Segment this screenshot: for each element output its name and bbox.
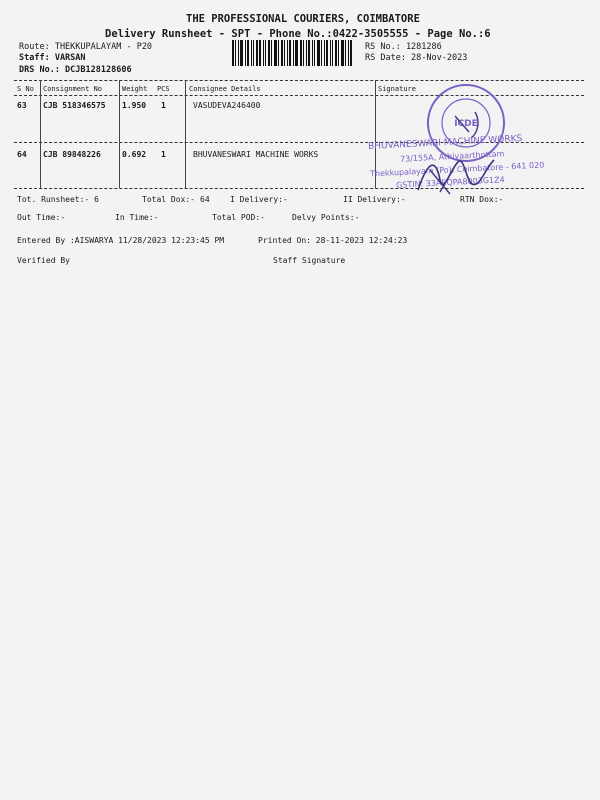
barcode-bar: [295, 40, 298, 66]
delvy-points: Delvy Points:-: [292, 213, 360, 222]
total-dox-label: Total Dox:-: [142, 195, 195, 204]
row-sno: 63: [17, 101, 27, 110]
col-divider: [40, 80, 41, 188]
rs-date: RS Date: 28-Nov-2023: [365, 53, 468, 63]
in-time: In Time:-: [115, 213, 159, 222]
stamp-gstin: GSTIN: 33AEQPA8003G1Z4: [395, 175, 505, 190]
ii-delivery: II Delivery:-: [343, 195, 406, 204]
barcode-bar: [232, 40, 234, 66]
header-weight: Weight: [122, 85, 148, 93]
barcode-bar: [321, 40, 322, 66]
row-pcs: 1: [161, 101, 166, 110]
seal-inner-text: ICDE: [454, 119, 478, 129]
barcode-bar: [263, 40, 264, 66]
printed-on: Printed On: 28-11-2023 12:24:23: [258, 236, 408, 245]
barcode-bar: [253, 40, 254, 66]
col-divider: [119, 80, 120, 188]
barcode-bar: [335, 40, 337, 66]
staff-field: Staff: VARSAN: [19, 53, 86, 63]
i-delivery: I Delivery:-: [230, 195, 288, 204]
barcode-bar: [259, 40, 262, 66]
row-consignment: CJB 89848226: [43, 150, 101, 159]
header-pcs: PCS: [157, 85, 170, 93]
stamp-address-1: 73/155A, Athiyaarthottam: [399, 149, 505, 164]
barcode-bar: [293, 40, 294, 66]
table-top-rule: [14, 80, 584, 81]
total-dox-value: 64: [200, 195, 210, 204]
row-consignee: BHUVANESWARI MACHINE WORKS: [193, 150, 319, 159]
runsheet-subtitle: Delivery Runsheet - SPT - Phone No.:0422-3505555 - Page No.:6: [105, 28, 491, 40]
barcode: [232, 40, 354, 66]
stamp-address-2: Thekkupalayam (Po), Coimbatore - 641 020: [369, 160, 545, 179]
handwritten-signature: [410, 150, 500, 200]
barcode-bar: [341, 40, 344, 66]
verified-by: Verified By: [17, 256, 70, 265]
barcode-bar: [324, 40, 326, 66]
out-time: Out Time:-: [17, 213, 66, 222]
barcode-bar: [251, 40, 252, 66]
barcode-bar: [245, 40, 246, 66]
route-field: Route: THEKKUPALAYAM - P20: [19, 42, 153, 52]
barcode-bar: [238, 40, 239, 66]
row-weight: 0.692: [122, 150, 147, 159]
barcode-bar: [284, 40, 285, 66]
barcode-bar: [271, 40, 272, 66]
barcode-bar: [274, 40, 277, 66]
barcode-bar: [265, 40, 266, 66]
barcode-bar: [345, 40, 346, 66]
row-sno: 64: [17, 150, 27, 159]
barcode-bar: [312, 40, 313, 66]
barcode-bar: [278, 40, 279, 66]
row-weight: 1.950: [122, 101, 147, 110]
row-pcs: 1: [161, 150, 166, 159]
barcode-bar: [247, 40, 249, 66]
barcode-bar: [350, 40, 352, 66]
barcode-bar: [235, 40, 236, 66]
header-consignee: Consignee Details: [189, 85, 261, 93]
barcode-bar: [240, 40, 243, 66]
header-signature: Signature: [378, 85, 416, 93]
barcode-bar: [268, 40, 270, 66]
barcode-bar: [308, 40, 310, 66]
barcode-bar: [306, 40, 307, 66]
barcode-bar: [287, 40, 288, 66]
barcode-bar: [314, 40, 315, 66]
barcode-bar: [256, 40, 258, 66]
staff-signature: Staff Signature: [273, 256, 346, 265]
barcode-bar: [348, 40, 349, 66]
company-title: THE PROFESSIONAL COURIERS, COIMBATORE: [186, 13, 420, 25]
row-consignee: VASUDEVA246400: [193, 101, 261, 110]
row-consignment: CJB 518346575: [43, 101, 106, 110]
barcode-bar: [330, 40, 331, 66]
barcode-bar: [317, 40, 320, 66]
rtn-dox: RTN Dox:-: [460, 195, 504, 204]
header-consignment: Consignment No: [43, 85, 103, 93]
barcode-bar: [303, 40, 304, 66]
barcode-bar: [326, 40, 328, 66]
rs-number: RS No.: 1281286: [365, 42, 442, 52]
stamp-company: BHUVANESWARI MACHINE WORKS: [367, 133, 523, 153]
barcode-bar: [338, 40, 339, 66]
entered-by: Entered By :AISWARYA 11/28/2023 12:23:45 PM: [17, 236, 225, 245]
tot-runsheet: Tot. Runsheet:- 6: [17, 195, 99, 204]
barcode-bar: [300, 40, 302, 66]
header-sno: S No: [17, 85, 34, 93]
barcode-bar: [332, 40, 333, 66]
barcode-bar: [281, 40, 283, 66]
drs-field: DRS No.: DCJB128128606: [19, 65, 132, 75]
col-divider: [185, 80, 186, 188]
barcode-bar: [289, 40, 291, 66]
total-pod: Total POD:-: [212, 213, 265, 222]
